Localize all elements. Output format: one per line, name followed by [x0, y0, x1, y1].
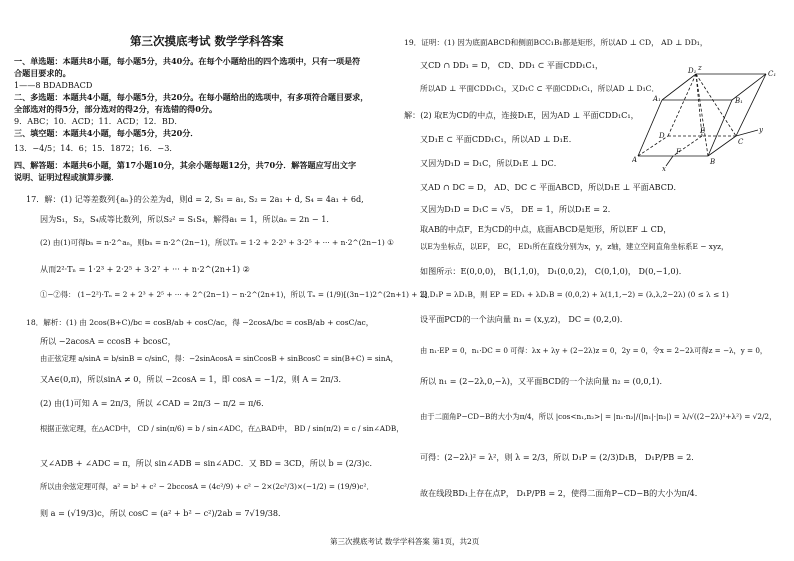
edge-d-d1 — [668, 74, 696, 136]
section-4-heading: 四、解答题：本题共6小题，第17小题10分，其余小题每题12分，共70分．解答题应写出文字 — [14, 160, 357, 170]
q18-line-1: 18．解析：(1) 由 2cos(B+C)/bc = cosB/ab + cosC/ac，得 −2cosA/bc = cosB/ab + cosC/ac， — [26, 318, 374, 327]
q17-line-5: ①−②得： (1−2²)·Tₙ = 2 + 2³ + 2⁵ + ··· + 2^(2n−1) − n·2^(2n+1)，所以 Tₙ = (1/9)[(3n−1)2^(2n+1) + 2]． — [40, 290, 435, 299]
q19-line-16: 由于二面角P−CD−B的大小为π/4，所以 |cos<n₁,n₂>| = |n₁·n₂|/(|n₁|·|n₂|) = λ/√((2−2λ)²+λ²) = √2/2， — [420, 412, 777, 421]
section-3-heading: 三、填空题：本题共4小题，每小题5分，共20分． — [14, 128, 199, 138]
q18-line-8: 所以由余弦定理可得，a² = b² + c² − 2bccosA = (4c²/9) + c² − 2×(2c²/3)×(−1/2) = (19/9)c²． — [40, 482, 374, 491]
q18-line-6: 根据正弦定理，在△ACD中， CD / sin(π/6) = b / sin∠ADC，在△BAD中， BD / sin(π/2) = c / sin∠ADB， — [40, 424, 404, 433]
q17-line-2: 因为S₁，S₂，S₄成等比数列，所以S₂² = S₁S₄，解得a₁ = 1，所以aₙ = 2n − 1． — [40, 214, 335, 224]
label-c: C — [738, 138, 744, 146]
q17-line-3: (2) 由(1)可得bₙ = n·2^aₙ，则bₙ = n·2^(2n−1)，所以Tₙ = 1·2 + 2·2³ + 3·2⁵ + ··· + n·2^(2n−1) ① — [40, 238, 394, 247]
page-title: 第三次摸底考试 数学学科答案 — [130, 34, 284, 48]
q19-line-4: 解：(2) 取E为CD的中点，连接D₁E，因为AD ⊥ 平面CDD₁C₁， — [404, 110, 639, 120]
q19-line-17: 可得：(2−2λ)² = λ²，则 λ = 2/3，所以 D₁P = (2/3)D₁B， D₁P/PB = 2． — [420, 452, 700, 462]
q19-line-1: 19．证明：(1) 因为底面ABCD和侧面BCC₁B₁都是矩形，所以AD ⊥ CD， AD ⊥ DD₁， — [404, 38, 708, 47]
section-1-heading: 一、单选题：本题共8小题，每小题5分，共40分。在每个小题给出的四个选项中，只有一项是符 — [14, 56, 361, 66]
label-a1: A₁ — [653, 95, 661, 103]
q19-line-3: 所以AD ⊥ 平面CDD₁C₁，又D₁C ⊂ 平面CDD₁C₁，所以AD ⊥ D₁C． — [420, 84, 660, 93]
q17-line-1: 17．解：(1) 记等差数列{aₙ}的公差为d，则d = 2, S₁ = a₁, S₂ = 2a₁ + d, S₄ = 4a₁ + 6d, — [26, 194, 364, 204]
q18-line-9: 则 a = (√19/3)c，所以 cosC = (a² + b² − c²)/2ab = 7√19/38． — [40, 508, 287, 518]
answers-9-12: 9．ABC；10．ACD；11．ACD；12．BD． — [14, 116, 183, 126]
q19-line-11: 如图所示：E(0,0,0)， B(1,1,0)， D₁(0,0,2)， C(0,1,0)， D(0,−1,0)． — [420, 266, 687, 276]
label-a: A — [632, 156, 638, 164]
y-axis — [736, 130, 758, 136]
q19-line-5: 又D₁E ⊂ 平面CDD₁C₁，所以AD ⊥ D₁E． — [420, 134, 577, 144]
q17-line-4: 从而2²·Tₙ = 1·2³ + 2·2⁵ + 3·2⁷ + ··· + n·2^(2n+1) ② — [40, 264, 250, 274]
label-b1: B₁ — [735, 97, 743, 105]
answers-1-8: 1——8 BDADBACD — [14, 80, 93, 90]
q19-line-18: 故在线段BD₁上存在点P， D₁P/PB = 2，使得二面角P−CD−B的大小为π/4． — [420, 488, 703, 498]
q19-line-8: 又因为D₁D = D₁C = √5， DE = 1，所以D₁E = 2． — [420, 204, 616, 214]
q19-line-14: 由 n₁·EP = 0，n₁·DC = 0 可得：λx + λy + (2−2λ)z = 0，2y = 0，令x = 2−2λ可得z = −λ，y = 0， — [420, 346, 768, 355]
label-e: E — [700, 127, 706, 135]
label-z: z — [698, 64, 702, 72]
section-2-heading-cont: 全部选对的得5分，部分选对的得2分，有选错的得0分。 — [14, 104, 218, 114]
page-footer: 第三次摸底考试 数学学科答案 第1页，共2页 — [330, 537, 480, 546]
edge-d1-a1 — [662, 74, 696, 100]
q19-line-15: 所以 n₁ = (2−2λ,0,−λ)，又平面BCD的一个法向量 n₂ = (0,0,1)． — [420, 376, 668, 386]
q19-line-13: 设平面PCD的一个法向量 n₁ = (x,y,z)， DC = (0,2,0)． — [420, 314, 628, 324]
label-x: x — [662, 165, 666, 172]
q19-line-6: 又因为D₁D = D₁C，所以D₁E ⊥ DC． — [420, 158, 562, 168]
edge-a-a1 — [638, 100, 662, 156]
label-y: y — [759, 126, 763, 134]
section-2-heading: 二、多选题：本题共4小题，每小题5分，共20分。在每小题给出的选项中，有多项符合题目要求， — [14, 92, 369, 102]
q19-line-2: 又CD ∩ DD₁ = D， CD、DD₁ ⊂ 平面CDD₁C₁， — [420, 60, 604, 70]
q18-line-4: 又A∈(0,π)，所以sinA ≠ 0，所以 −2cosA = 1，即 cosA = −1/2，则 A = 2π/3． — [40, 374, 347, 384]
label-b: B — [710, 158, 716, 166]
q19-line-7: 又AD ∩ DC = D， AD、DC ⊂ 平面ABCD，所以D₁E ⊥ 平面ABCD． — [420, 182, 682, 192]
label-c1: C₁ — [768, 70, 777, 78]
label-d: D — [659, 132, 665, 140]
section-4-heading-cont: 说明、证明过程或演算步骤． — [14, 172, 120, 182]
segment-d1-b — [696, 74, 708, 156]
label-d1: D₁ — [688, 67, 697, 75]
q19-line-12: 设 D₁P = λD₁B，则 EP = ED₁ + λD₁B = (0,0,2) + λ(1,1,−2) = (λ,λ,2−2λ) (0 ≤ λ ≤ 1) — [420, 290, 729, 299]
q18-line-5: (2) 由(1)可知 A = 2π/3，所以 ∠CAD = 2π/3 − π/2 = π/6． — [40, 398, 270, 408]
q18-line-2: 所以 −2acosA = ccosB + bcosC， — [40, 336, 176, 346]
answers-13-16: 13．−4/5；14．6；15．1872；16．−3． — [14, 143, 178, 153]
q19-line-10: 以E为坐标点，以EF， EC， ED₁所在直线分别为x，y，z轴，建立空间直角坐标系E − xyz， — [420, 242, 729, 251]
q19-line-9: 取AB的中点F，E为CD的中点，底面ABCD是矩形，所以EF ⊥ CD， — [420, 224, 672, 234]
q18-line-7: 又∠ADB + ∠ADC = π，所以 sin∠ADB = sin∠ADC．又 BD = 3CD，所以 b = (2/3)c． — [40, 458, 378, 468]
section-1-heading-cont: 合题目要求的。 — [14, 68, 71, 78]
q18-line-3: 由正弦定理 a/sinA = b/sinB = c/sinC，得：−2sinAcosA = sinCcosB + sinBcosC = sin(B+C) = sinA， — [40, 354, 398, 363]
label-f: F — [676, 148, 681, 156]
prism-figure — [632, 64, 784, 172]
x-axis — [666, 156, 673, 166]
